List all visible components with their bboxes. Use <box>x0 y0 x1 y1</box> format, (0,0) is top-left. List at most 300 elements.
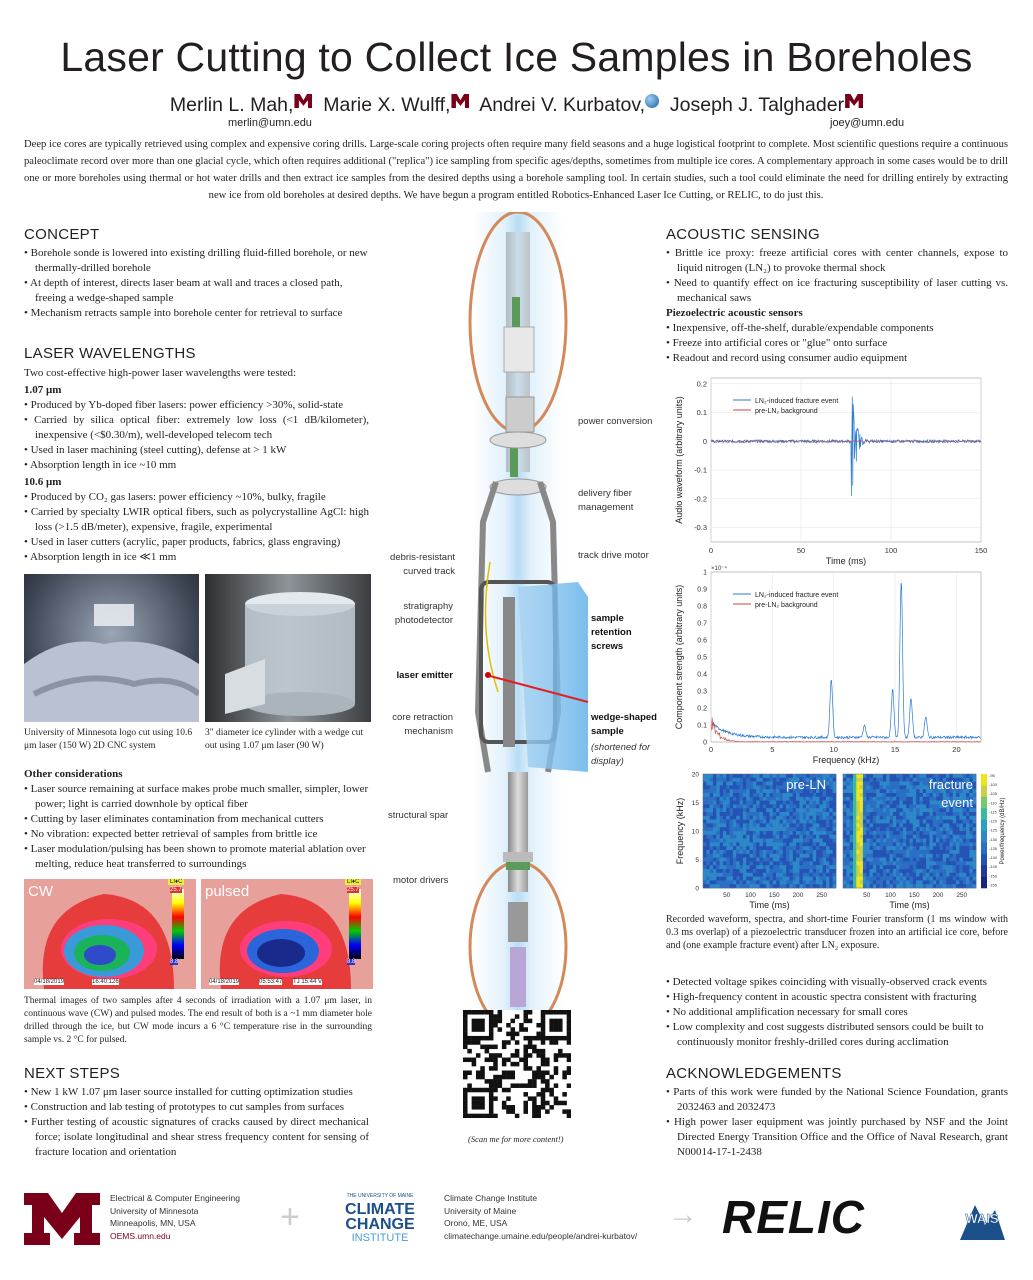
colorbar-tick: -135 <box>989 845 998 851</box>
spectrogram-cell <box>750 884 754 888</box>
qr-module <box>511 1036 516 1041</box>
spectrogram-cell <box>750 823 754 827</box>
qr-module <box>476 1088 481 1093</box>
email-left[interactable]: merlin@umn.edu <box>228 117 312 129</box>
spectrogram-cell <box>929 804 933 808</box>
qr-module <box>549 1088 554 1093</box>
spectrogram-cell <box>773 858 777 862</box>
author-line <box>0 94 1033 117</box>
qr-module <box>567 1083 571 1088</box>
qr-module <box>515 1062 520 1067</box>
spectrogram-cell <box>919 869 923 873</box>
spectrogram-cell <box>773 804 777 808</box>
spectrogram-cell <box>809 831 813 835</box>
legend-fracture: LN₂-induced fracture event <box>755 398 839 405</box>
spectrogram-cell <box>853 873 857 877</box>
spectrogram-cell <box>763 804 767 808</box>
spectrogram-cell <box>873 801 877 805</box>
spectrogram-cell <box>703 820 707 824</box>
spectrogram-cell <box>876 789 880 793</box>
spectrogram-cell <box>853 854 857 858</box>
spectrogram-cell <box>773 846 777 850</box>
colorbar-tick: -140 <box>989 855 998 861</box>
spectrogram-cell <box>703 884 707 888</box>
spectrogram-cell <box>893 793 897 797</box>
colorbar-tick: -120 <box>989 818 998 824</box>
spectrogram-cell <box>893 812 897 816</box>
spectrogram-cell <box>776 778 780 782</box>
spectrogram-cell <box>923 880 927 884</box>
spectrogram-cell <box>880 835 884 839</box>
spectrogram-cell <box>799 823 803 827</box>
spectrogram-cell <box>766 831 770 835</box>
spectrogram-cell <box>900 793 904 797</box>
spectrogram-cell <box>890 869 894 873</box>
qr-module <box>463 1114 468 1118</box>
spectrogram-cell <box>936 804 940 808</box>
qr-module <box>476 1010 481 1015</box>
spectrogram-cell <box>919 865 923 869</box>
spectrogram-cell <box>876 865 880 869</box>
spectrogram-cell <box>756 839 760 843</box>
footer-umn-name: University of Minnesota <box>110 1205 199 1216</box>
spectrogram-cell <box>866 842 870 846</box>
spectrogram-cell <box>873 804 877 808</box>
spectrogram-cell <box>713 812 717 816</box>
footer-url[interactable]: climatechange.umaine.edu/people/andrei-kurbatov/ <box>444 1230 638 1241</box>
spectrogram-cell <box>913 842 917 846</box>
spectrogram-cell <box>736 812 740 816</box>
spectrogram-cell <box>876 846 880 850</box>
spectrogram-cell <box>779 801 783 805</box>
spectrogram-cell <box>933 880 937 884</box>
spectrogram-cell <box>919 877 923 881</box>
qr-module <box>476 1101 481 1106</box>
spectrogram-cell <box>933 820 937 824</box>
spectrogram-cell <box>919 789 923 793</box>
spectrogram-cell <box>773 827 777 831</box>
spectrogram-cell <box>716 816 720 820</box>
qr-module <box>558 1049 563 1054</box>
spectrogram-cell <box>753 884 757 888</box>
spectrogram-cell <box>923 835 927 839</box>
spectrogram-cell <box>743 846 747 850</box>
spectrogram-cell <box>779 812 783 816</box>
spectrogram-cell <box>929 865 933 869</box>
spectrogram-cell <box>826 858 830 862</box>
qr-module <box>554 1010 559 1015</box>
spectrogram-cell <box>843 869 847 873</box>
spectrogram-cell <box>773 816 777 820</box>
spectrogram-cell <box>763 823 767 827</box>
spectrogram-cell <box>806 854 810 858</box>
spectrogram-cell <box>956 854 960 858</box>
spectrogram-cell <box>856 793 860 797</box>
colorbar-tick: -155 <box>989 882 998 888</box>
spectrogram-cell <box>873 778 877 782</box>
spectrogram-cell <box>949 869 953 873</box>
spectrogram-cell <box>813 797 817 801</box>
x-tick-label: 50 <box>723 892 731 899</box>
qr-module <box>536 1109 541 1114</box>
spectrogram-cell <box>786 823 790 827</box>
spectrogram-cell <box>799 801 803 805</box>
colorbar-tick: -105 <box>989 791 998 797</box>
x-tick-label: 0 <box>708 745 714 754</box>
spectrogram-cell <box>746 877 750 881</box>
y-axis-label: Frequency (kHz) <box>675 797 685 865</box>
spectrogram-cell <box>766 823 770 827</box>
spectrogram-cell <box>706 820 710 824</box>
spectrogram-cell <box>969 823 973 827</box>
spectrogram-cell <box>856 827 860 831</box>
spectrogram-cell <box>793 842 797 846</box>
spectrogram-cell <box>819 820 823 824</box>
spectrogram-cell <box>926 861 930 865</box>
spectrogram-cell <box>949 854 953 858</box>
x-tick-label: 250 <box>816 892 828 899</box>
spectrogram-cell <box>746 808 750 812</box>
spectrogram-cell <box>803 797 807 801</box>
spectrogram-cell <box>929 873 933 877</box>
spectrogram-cell <box>946 865 950 869</box>
legend-background: pre-LN₂ background <box>755 602 818 609</box>
spectrogram-cell <box>843 873 847 877</box>
spectrogram-cell <box>713 880 717 884</box>
spectrogram-cell <box>946 880 950 884</box>
qr-module <box>545 1079 550 1084</box>
spectrogram-cell <box>886 816 890 820</box>
spectrogram-cell <box>873 884 877 888</box>
spectrogram-cell <box>890 808 894 812</box>
spectrogram-cell <box>903 850 907 854</box>
spectrogram-cell <box>903 820 907 824</box>
spectrogram-cell <box>779 846 783 850</box>
spectrogram-cell <box>740 884 744 888</box>
spectrogram-cell <box>760 808 764 812</box>
spectrogram-cell <box>863 820 867 824</box>
spectrogram-cell <box>963 820 967 824</box>
qr-module <box>528 1010 533 1015</box>
spectrogram-cell <box>713 785 717 789</box>
spectrogram-cell <box>763 782 767 786</box>
spectrogram-cell <box>856 804 860 808</box>
spectrogram-cell <box>753 877 757 881</box>
spectrogram-cell <box>916 808 920 812</box>
spectrogram-cell <box>866 789 870 793</box>
qr-module <box>558 1101 563 1106</box>
spectrogram-cell <box>766 835 770 839</box>
spectrogram-cell <box>880 861 884 865</box>
list-item: • Produced by Yb-doped fiber lasers: power efficiency >30%, solid-state <box>24 398 369 413</box>
spectrogram-cell <box>829 854 833 858</box>
spectrogram-cell <box>720 782 724 786</box>
spectrogram-cell <box>850 782 854 786</box>
spectrogram-cell <box>829 812 833 816</box>
spectrogram-cell <box>876 835 880 839</box>
spectrogram-cell <box>743 812 747 816</box>
spectrogram-cell <box>886 835 890 839</box>
spectrogram-cell <box>770 820 774 824</box>
spectrogram-cell <box>796 869 800 873</box>
spectrogram-cell <box>786 801 790 805</box>
list-item: • Carried by specialty LWIR optical fibers, such as polycrystalline AgCl: high loss (>1.5 dB/meter), expensive, fragile, experimental <box>24 505 369 535</box>
spectrogram-cell <box>793 869 797 873</box>
colorbar-tick: -95 <box>989 773 995 778</box>
qr-module <box>493 1066 498 1071</box>
qr-module <box>532 1045 537 1050</box>
spectrogram-cell <box>753 774 757 778</box>
spectrogram-cell <box>969 831 973 835</box>
spectrogram-cell <box>913 831 917 835</box>
spectrogram-cell <box>733 839 737 843</box>
spectrogram-cell <box>900 823 904 827</box>
spectrogram-cell <box>936 808 940 812</box>
qr-module <box>498 1014 503 1019</box>
spectrogram-cell <box>870 873 874 877</box>
spectrogram-cell <box>873 854 877 858</box>
spectrogram-cell <box>953 839 957 843</box>
spectrogram-cell <box>893 884 897 888</box>
spectrogram-cell <box>910 842 914 846</box>
spectrogram-cell <box>943 880 947 884</box>
spectrogram-cell <box>890 774 894 778</box>
spectrogram-cell <box>893 858 897 862</box>
spectrogram-cell <box>906 789 910 793</box>
spectrogram-cell <box>850 861 854 865</box>
spectrogram-cell <box>886 804 890 808</box>
spectrogram-cell <box>809 884 813 888</box>
spectrogram-cell <box>826 839 830 843</box>
spectrogram-cell <box>963 842 967 846</box>
spectrogram-cell <box>826 782 830 786</box>
spectrogram-cell <box>706 823 710 827</box>
qr-module <box>498 1075 503 1080</box>
spectrogram-cell <box>893 835 897 839</box>
spectrogram-cell <box>703 816 707 820</box>
y-tick-label: 10 <box>691 828 699 836</box>
spectrogram-cell <box>733 873 737 877</box>
spectrogram-cell <box>876 861 880 865</box>
spectrogram-cell <box>829 835 833 839</box>
spectrogram-cell <box>779 835 783 839</box>
spectrogram-cell <box>770 808 774 812</box>
spectrogram-cell <box>823 812 827 816</box>
spectrogram-cell <box>880 869 884 873</box>
spectrogram-cell <box>900 797 904 801</box>
spectrogram-cell <box>733 831 737 835</box>
spectrogram-cell <box>856 778 860 782</box>
spectrogram-cell <box>746 858 750 862</box>
spectrogram-cell <box>799 869 803 873</box>
spectrogram-cell <box>919 793 923 797</box>
spectrogram-cell <box>826 854 830 858</box>
spectrogram-cell <box>736 831 740 835</box>
spectrogram-cell <box>890 804 894 808</box>
spectrogram-cell <box>793 812 797 816</box>
spectrum-chart <box>666 562 1011 767</box>
spectrogram-cell <box>863 850 867 854</box>
spectrogram-cell <box>886 839 890 843</box>
qr-module <box>489 1114 494 1118</box>
spectrogram-cell <box>903 877 907 881</box>
spectrogram-cell <box>806 797 810 801</box>
photo-caption-2: 3" diameter ice cylinder with a wedge cut out using 1.07 μm laser (90 W) <box>205 728 364 751</box>
spectrogram-cell <box>870 774 874 778</box>
spectrogram-cell <box>796 850 800 854</box>
qr-module <box>476 1019 481 1024</box>
spectrogram-cell <box>926 804 930 808</box>
spectrogram-cell <box>710 839 714 843</box>
spectrogram-cell <box>969 839 973 843</box>
wais-text: WAIS <box>965 1211 999 1226</box>
qr-module <box>545 1062 550 1067</box>
spectrogram-cell <box>760 801 764 805</box>
spectrogram-cell <box>783 801 787 805</box>
spectrogram-cell <box>756 854 760 858</box>
spectrogram-cell <box>756 801 760 805</box>
spectrogram-cell <box>720 816 724 820</box>
spectrogram-cell <box>779 880 783 884</box>
spectrogram-cell <box>916 785 920 789</box>
spectrogram-cell <box>726 778 730 782</box>
spectrogram-cell <box>703 782 707 786</box>
spectrogram-cell <box>850 808 854 812</box>
spectrogram-cell <box>743 869 747 873</box>
spectrogram-cell <box>910 782 914 786</box>
spectrogram-cell <box>959 812 963 816</box>
spectrogram-cell <box>923 869 927 873</box>
spectrogram-cell <box>906 831 910 835</box>
spectrogram-cell <box>753 812 757 816</box>
spectrogram-cell <box>863 869 867 873</box>
email-right[interactable]: joey@umn.edu <box>830 117 905 129</box>
qr-module <box>523 1019 528 1024</box>
spectrogram-cell <box>910 816 914 820</box>
colorbar-tick: -115 <box>989 809 997 815</box>
qr-module <box>515 1014 520 1019</box>
spectrogram-cell <box>766 877 770 881</box>
spectrogram-cell <box>923 816 927 820</box>
spectrogram-cell <box>863 842 867 846</box>
qr-module <box>558 1053 563 1058</box>
spectrogram-cell <box>853 884 857 888</box>
spectrogram-cell <box>919 854 923 858</box>
spectrogram-cell <box>929 812 933 816</box>
spectrogram-cell <box>806 873 810 877</box>
qr-code-icon[interactable] <box>463 1010 571 1118</box>
spectrogram-cell <box>946 873 950 877</box>
qr-module <box>541 1088 546 1093</box>
spectrogram-cell <box>876 850 880 854</box>
qr-module <box>506 1075 511 1080</box>
spectrogram-cell <box>860 873 864 877</box>
spectrogram-cell <box>779 789 783 793</box>
spectrogram-cell <box>776 854 780 858</box>
list-item: • Laser source remaining at surface makes probe much smaller, simpler, lower power; light is carried downhole by optical fiber <box>24 782 369 812</box>
spectrogram-cell <box>906 808 910 812</box>
spectrogram-cell <box>826 823 830 827</box>
spectrogram-cell <box>819 793 823 797</box>
spectrogram-cell <box>939 823 943 827</box>
spectrogram-cell <box>743 804 747 808</box>
spectrogram-cell <box>883 789 887 793</box>
spectrogram-cell <box>736 820 740 824</box>
spectrogram-cell <box>903 785 907 789</box>
spectrogram-cell <box>870 823 874 827</box>
spectrogram-cell <box>903 789 907 793</box>
spectrogram-cell <box>716 797 720 801</box>
spectrogram-cell <box>809 835 813 839</box>
spectrogram-cell <box>936 793 940 797</box>
qr-module <box>549 1036 554 1041</box>
spectrogram-cell <box>929 793 933 797</box>
spectrogram-cell <box>753 846 757 850</box>
spectrogram-cell <box>763 801 767 805</box>
spectrogram-cell <box>829 884 833 888</box>
spectrogram-cell <box>896 884 900 888</box>
spectrogram-cell <box>776 839 780 843</box>
qr-module <box>467 1036 472 1041</box>
spectrogram-cell <box>736 846 740 850</box>
spectrogram-cell <box>819 846 823 850</box>
qr-module <box>489 1027 494 1032</box>
spectrogram-cell <box>703 812 707 816</box>
spectrogram-cell <box>886 820 890 824</box>
qr-module <box>554 1053 559 1058</box>
spectrogram-cell <box>919 823 923 827</box>
spectrogram-cell <box>829 823 833 827</box>
spectrogram-cell <box>750 801 754 805</box>
spectrogram-cell <box>903 854 907 858</box>
spectrogram-cell <box>913 820 917 824</box>
qr-module <box>523 1053 528 1058</box>
spectrogram-cell <box>846 785 850 789</box>
spectrogram-cell <box>706 835 710 839</box>
spectrogram-cell <box>710 778 714 782</box>
spectrogram-cell <box>883 850 887 854</box>
spectrogram-cell <box>860 861 864 865</box>
qr-module <box>558 1027 563 1032</box>
spectrogram-cell <box>880 854 884 858</box>
spectrogram-cell <box>860 793 864 797</box>
footer-oems-link[interactable]: OEMS.umn.edu <box>110 1230 171 1241</box>
qr-module <box>472 1040 477 1045</box>
spectrogram-cell <box>870 801 874 805</box>
spectrogram-cell <box>786 858 790 862</box>
footer-maine-name: University of Maine <box>444 1205 517 1216</box>
spectrogram-cell <box>853 861 857 865</box>
spectrogram-cell <box>939 812 943 816</box>
qr-module <box>463 1109 468 1114</box>
spectrogram-cell <box>886 812 890 816</box>
spectrogram-cell <box>740 774 744 778</box>
spectrogram-cell <box>779 873 783 877</box>
spectrogram-cell <box>736 854 740 858</box>
spectrogram-cell <box>746 801 750 805</box>
spectrogram-cell <box>853 880 857 884</box>
spectrogram-cell <box>853 785 857 789</box>
spectrogram-cell <box>823 797 827 801</box>
qr-module <box>562 1010 567 1015</box>
spectrogram-cell <box>809 797 813 801</box>
spectrogram-cell <box>870 778 874 782</box>
spectrogram-cell <box>713 804 717 808</box>
spectrogram-cell <box>796 877 800 881</box>
spectrogram-cell <box>826 793 830 797</box>
spectrogram-cell <box>943 831 947 835</box>
spectrogram-cell <box>903 861 907 865</box>
